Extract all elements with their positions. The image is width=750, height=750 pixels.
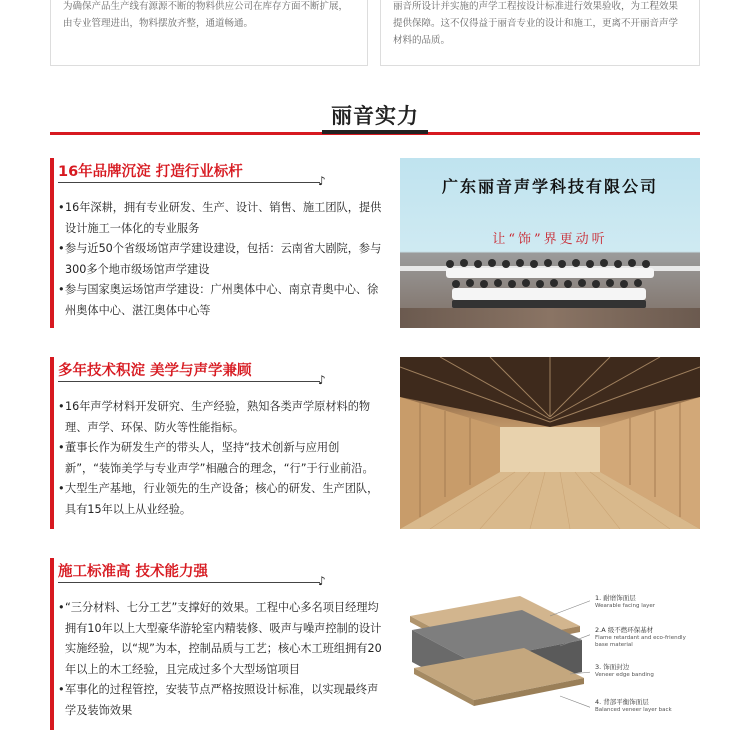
- list-item: • 董事长作为研发生产的带头人，坚持“技术创新与应用创新”，“装饰美学与专业声学”相融合的理念，“行”于行业前沿。: [58, 438, 384, 479]
- layer-label-en: Wearable facing layer: [595, 603, 656, 609]
- wooden-hall-photo: [400, 357, 700, 529]
- top-card-left-text: 为确保产品生产线有源源不断的物料供应公司在库存方面不断扩展， 由专业管理进出，物料摆放齐整，通道畅通。: [63, 1, 349, 29]
- list-item: • 参与国家奥运场馆声学建设：广州奥体中心、南京青奥中心、徐州奥体中心、湛江奥体中心等: [58, 280, 384, 321]
- list-item: • 16年深耕，拥有专业研发、生产、设计、销售、施工团队，提供设计施工一体化的专业服务: [58, 198, 384, 239]
- list-item: • 参与近50个省级场馆声学建设建设，包括：云南省大剧院，参与300多个地市级场馆声学建设: [58, 239, 384, 280]
- list-item: • “三分材料、七分工艺”支撑好的效果。工程中心多名项目经理均拥有10年以上大型豪华游轮室内精装修、吸声与噪声控制的设计实施经验，以“规”为本，控制品质与工艺；核心木工班组拥有20年以上的木工经验，且完成过多个大型场馆项目: [58, 598, 388, 680]
- music-note-icon: ♪: [318, 174, 326, 188]
- block-list: [58, 397, 384, 521]
- panel-layer-diagram: [400, 558, 700, 730]
- layer-label: 1. 耐磨饰面层: [595, 594, 636, 602]
- block-heading: 施工标准高 技术能力强: [58, 564, 209, 580]
- layer-label: 4. 背部平衡饰面层: [595, 698, 649, 706]
- heading-underline: [58, 582, 320, 583]
- layer-label-en: Veneer edge banding: [595, 672, 654, 678]
- company-team-photo: [400, 158, 700, 328]
- section-title: 丽音实力: [331, 104, 419, 128]
- layer-label-en: Flame retardant and eco-friendly base material: [595, 635, 686, 648]
- section-title-underline: [322, 130, 428, 134]
- music-note-icon: ♪: [318, 373, 326, 387]
- stage-floor: [400, 308, 700, 328]
- list-item: • 16年声学材料开发研究、生产经验，熟知各类声学原材料的物理、声学、环保、防火等性能指标。: [58, 397, 384, 438]
- layer-label-en: Balanced veneer layer back: [595, 707, 672, 713]
- block-text-area: [54, 558, 400, 730]
- top-card-inventory: [50, 0, 368, 66]
- banner-company-name: 广东丽音声学科技有限公司: [441, 177, 658, 196]
- block-text-area: [54, 357, 400, 529]
- list-item: • 大型生产基地，行业领先的生产设备；核心的研发、生产团队，具有15年以上从业经验。: [58, 479, 384, 520]
- music-note-icon: ♪: [318, 574, 326, 588]
- layer-label: 3. 饰面封边: [595, 663, 630, 671]
- heading-underline: [58, 182, 320, 183]
- team-group-icon: [440, 254, 660, 312]
- block-heading: 16年品牌沉淀 打造行业标杆: [58, 164, 243, 180]
- strength-block-construction: [50, 558, 700, 730]
- strength-block-brand: [50, 158, 700, 328]
- block-heading: 多年技术积淀 美学与声学兼顾: [58, 363, 252, 379]
- block-text-area: [54, 158, 400, 328]
- layer-label: 2.A 级不燃环保基材: [595, 626, 654, 634]
- list-item: • 军事化的过程管控，安装节点严格按照设计标准，以实现最终声学及装饰效果: [58, 680, 388, 721]
- top-card-right-text: 丽音所设计并实施的声学工程按设计标准进行效果验收，为工程效果 提供保障。这不仅得益于丽音专业的设计和施工，更离不开丽音声学 材料的品质。: [393, 1, 679, 46]
- strength-block-technology: [50, 357, 700, 529]
- block-list: [58, 598, 388, 722]
- banner-slogan: 让“饰”界更动听: [492, 232, 608, 247]
- top-card-acceptance: [380, 0, 700, 66]
- block-list: [58, 198, 384, 322]
- heading-underline: [58, 381, 320, 382]
- hall-interior-icon: [400, 357, 700, 529]
- panel-layers-icon: [400, 586, 590, 726]
